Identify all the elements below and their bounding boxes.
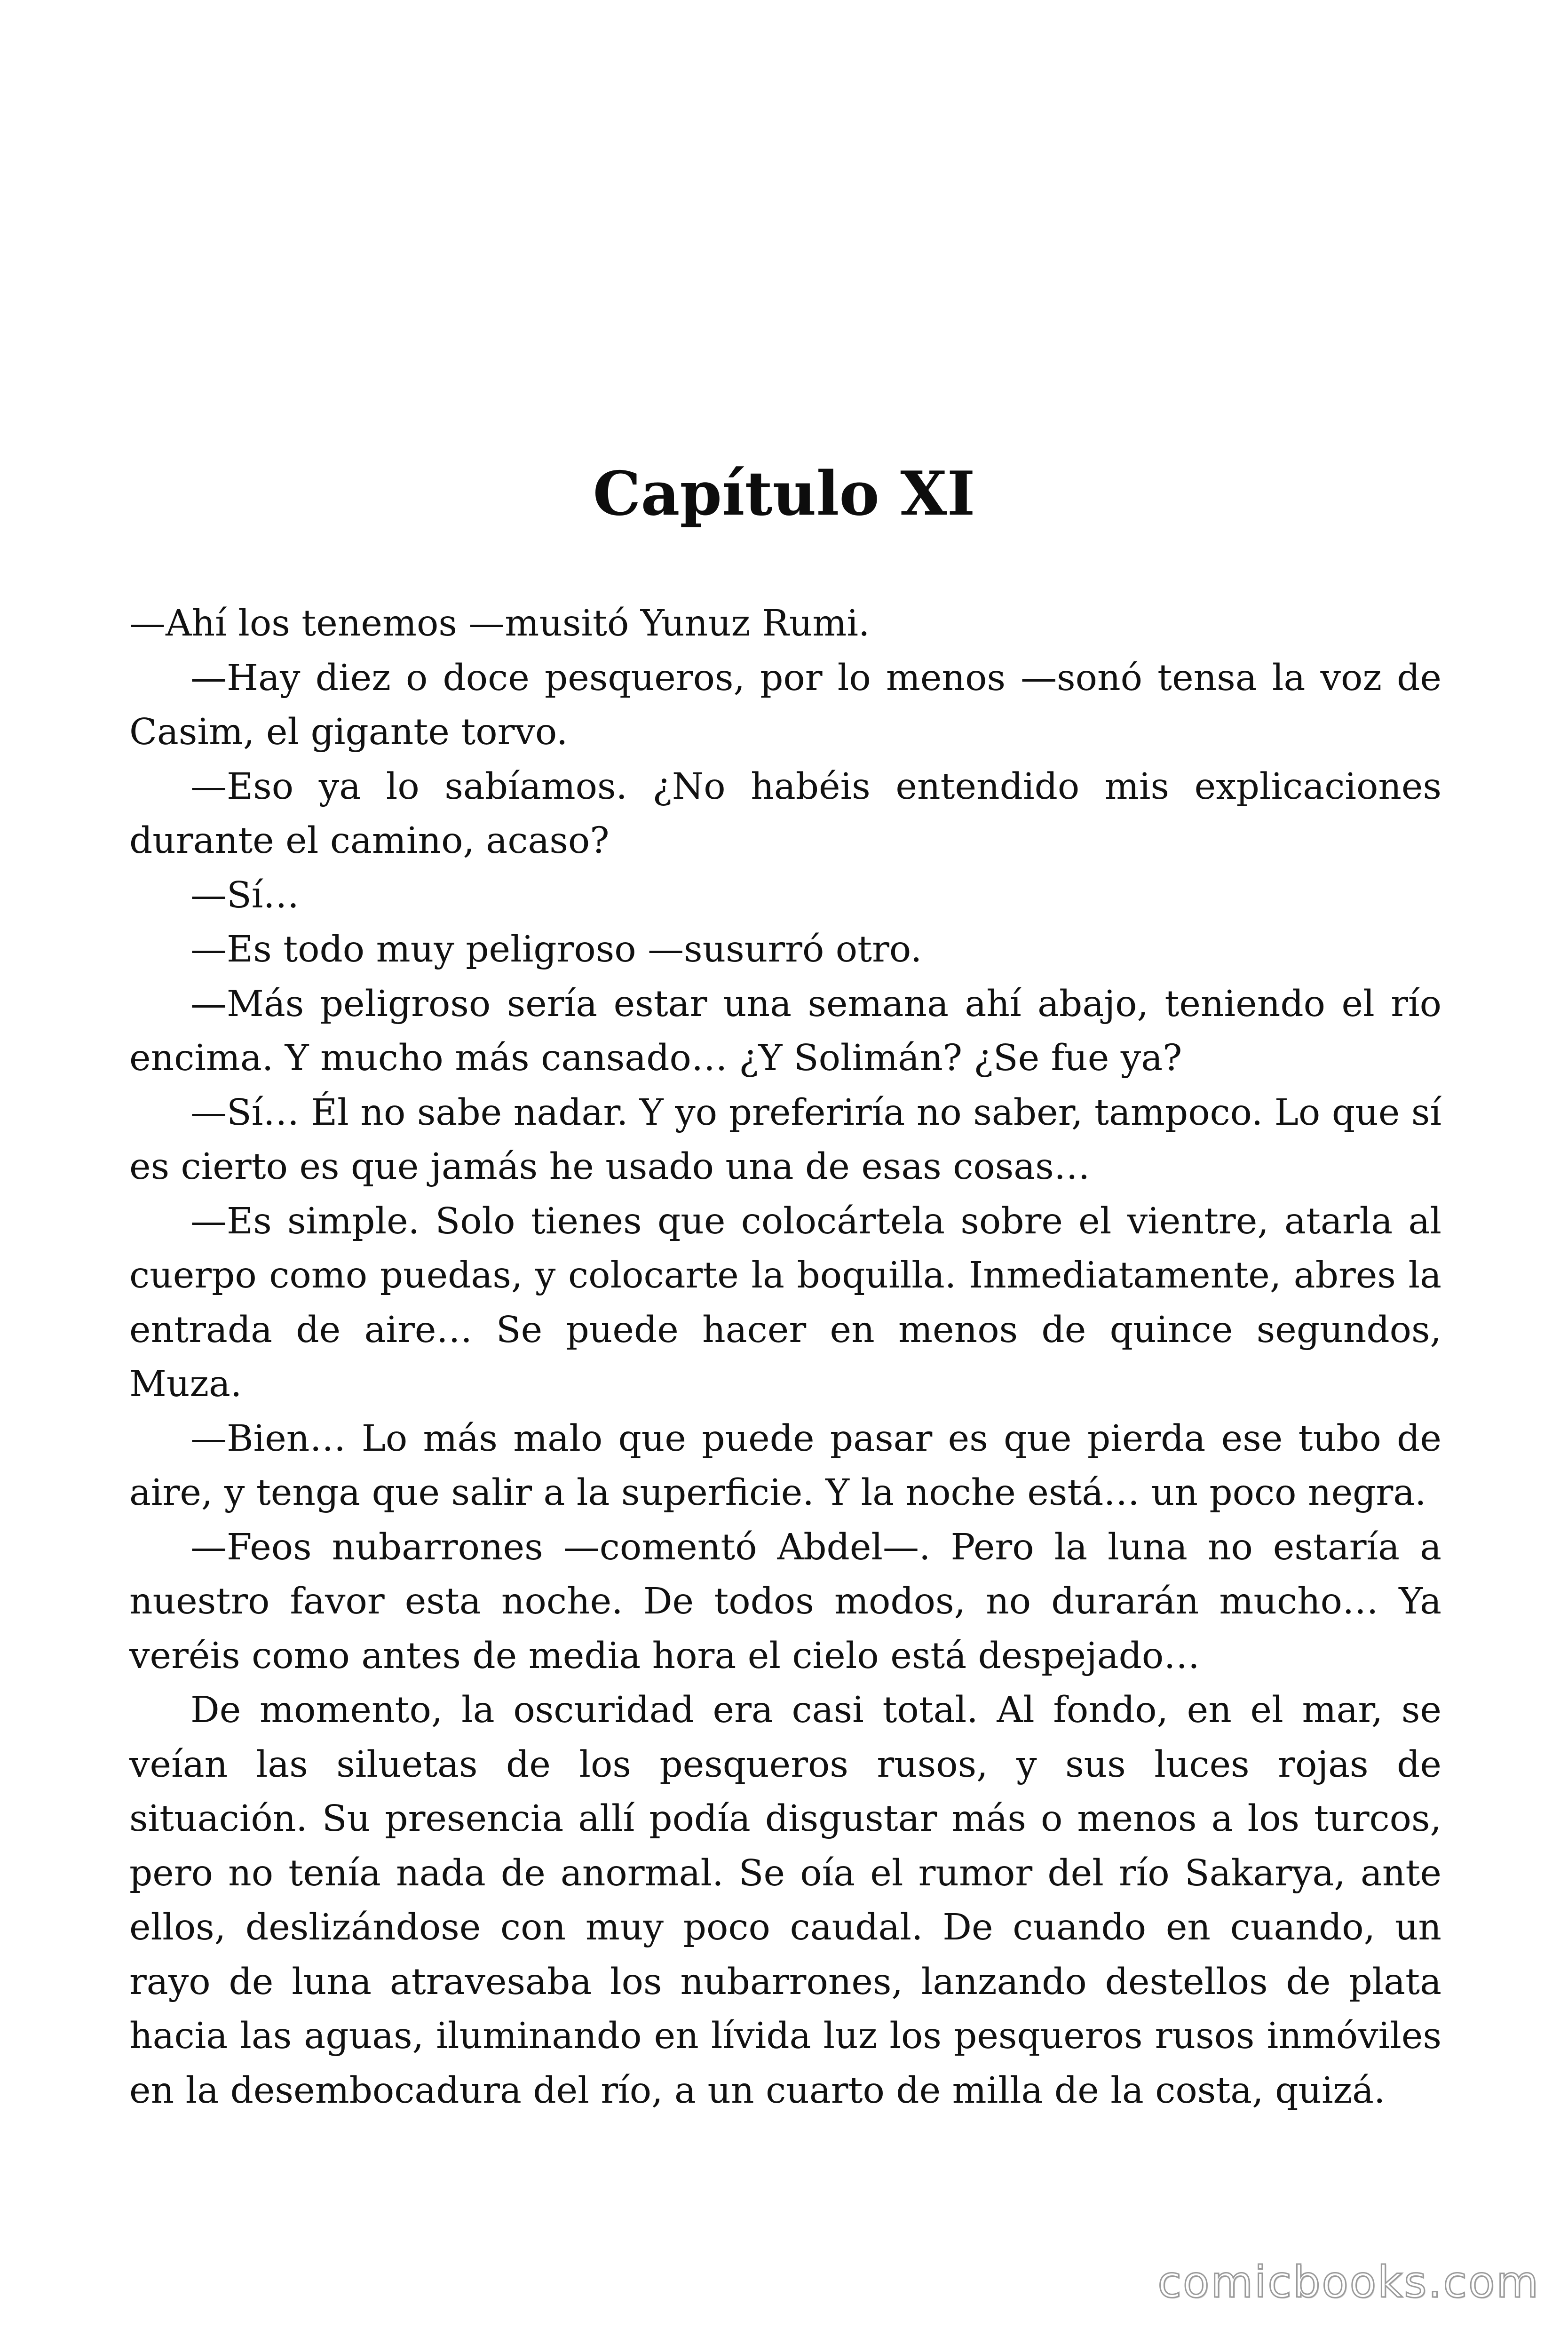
paragraph: —Feos nubarrones —comentó Abdel—. Pero la luna no estaría a nuestro favor esta noche. De todos modos, no durarán mucho… Ya veréis como antes de media hora el cielo está despejado… [129, 1526, 1441, 1677]
paragraph: —Sí… [190, 874, 300, 916]
paragraph: —Es todo muy peligroso —susurró otro. [190, 929, 922, 970]
paragraph: —Hay diez o doce pesqueros, por lo menos —sonó tensa la voz de Casim, el gigante torvo. [129, 657, 1441, 753]
paragraph: —Eso ya lo sabíamos. ¿No habéis entendido mis explicaciones durante el camino, acaso? [129, 765, 1441, 862]
paragraph: —Ahí los tenemos —musitó Yunuz Rumi. [129, 603, 870, 644]
chapter-body [129, 596, 1441, 2118]
chapter-title: Capítulo XI [593, 459, 975, 529]
paragraph: —Más peligroso sería estar una semana ahí abajo, teniendo el río encima. Y mucho más cansado… ¿Y Solimán? ¿Se fue ya? [129, 983, 1441, 1079]
paragraph: —Sí… Él no sabe nadar. Y yo preferiría no saber, tampoco. Lo que sí es cierto es que jamás he usado una de esas cosas… [129, 1091, 1441, 1188]
paragraph: —Bien… Lo más malo que puede pasar es que pierda ese tubo de aire, y tenga que salir a la superficie. Y la noche está… un poco negra. [129, 1417, 1441, 1514]
site-watermark: comicbooks.com [1157, 2257, 1540, 2307]
paragraph: De momento, la oscuridad era casi total. Al fondo, en el mar, se veían las siluetas de los pesqueros rusos, y sus luces rojas de situación. Su presencia allí podía disgustar más o menos a los turcos, pero no tenía nada de anormal. Se oía el rumor del río Sakarya, ante ellos, deslizándose con muy poco caudal. De cuando en cuando, un rayo de luna atravesaba los nubarrones, lanzando destellos de plata hacia las aguas, iluminando en lívida luz los pesqueros rusos inmóviles en la desembocadura del río, a un cuarto de milla de la costa, quizá. [129, 1689, 1441, 2112]
paragraph: —Es simple. Solo tienes que colocártela sobre el vientre, atarla al cuerpo como puedas, y colocarte la boquilla. Inmediatamente, abres la entrada de aire… Se puede hacer en menos de quince segundos, Muza. [129, 1200, 1441, 1405]
